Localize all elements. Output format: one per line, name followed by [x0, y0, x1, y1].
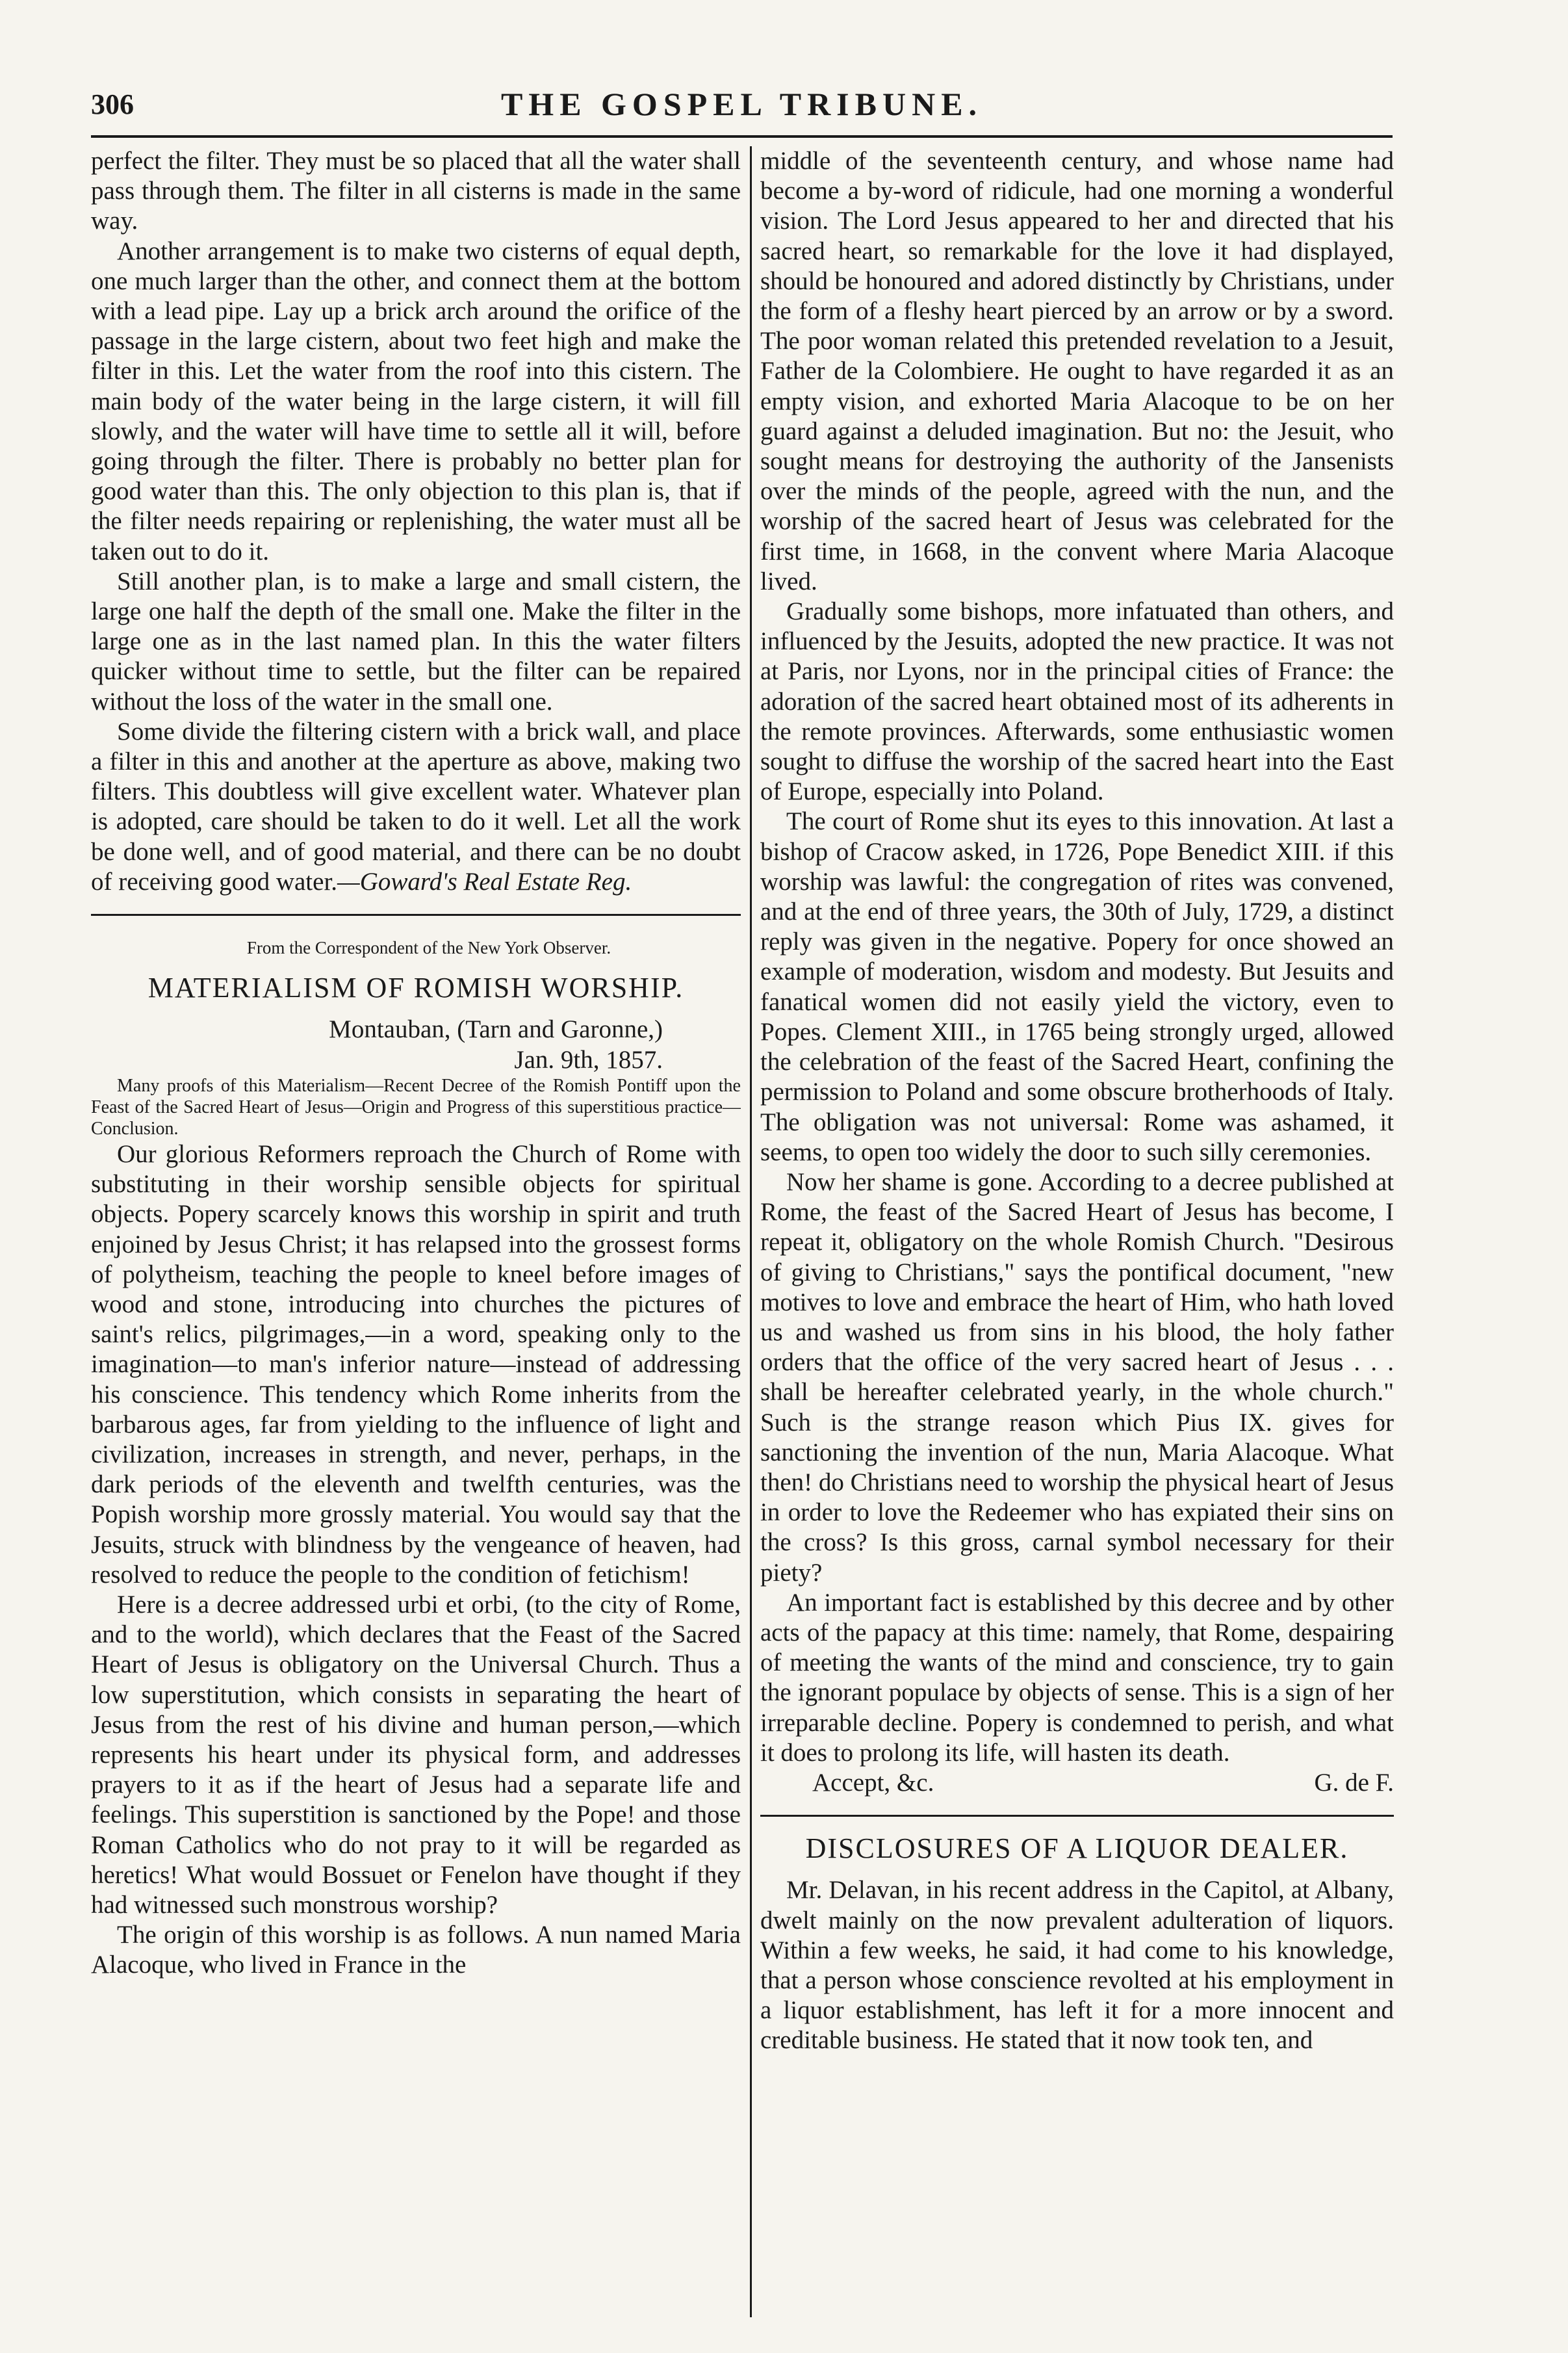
running-title: THE GOSPEL TRIBUNE.	[500, 86, 983, 122]
dateline-date: Jan. 9th, 1857.	[514, 1045, 663, 1074]
signoff-closing: Accept, &c.	[812, 1768, 934, 1797]
article-title: DISCLOSURES OF A LIQUOR DEALER.	[805, 1832, 1349, 1865]
paragraph: perfect the filter. They must be so placed that all the water shall pass through them. The filter in all cisterns is made in the same way.	[91, 147, 741, 235]
left-column	[91, 146, 741, 2317]
paragraph: The court of Rome shut its eyes to this innovation. At last a bishop of Cracow asked, in 1726, Pope Benedict XIII. if this worship was lawful: the congregation of rites was convened, and at the end of three years, the 30th of July, 1729, a distinct reply was given in the negative. Popery for once showed an example of moderation, wisdom and modesty. But Jesuits and fanatical women did not easily yield the victory, even to Popes. Clement XIII., in 1765 being strongly urged, allowed the celebration of the feast of the Sacred Heart, confining the permission to Poland and some obscure brotherhoods of Italy. The obligation was not universal: Rome was ashamed, it seems, to open too widely the door to such silly ceremonies.	[760, 807, 1394, 1166]
paragraph: Gradually some bishops, more infatuated than others, and influenced by the Jesuits, adopted the new practice. It was not at Paris, nor Lyons, nor in the principal cities of France: the adoration of the sacred heart obtained most of its adherents in the remote provinces. Afterwards, some enthusiastic women sought to diffuse the worship of the sacred heart into the East of Europe, especially into Poland.	[760, 597, 1394, 806]
paragraph: Another arrangement is to make two cisterns of equal depth, one much larger than the other, and connect them at the bottom with a lead pipe. Lay up a brick arch around the orifice of the passage in the large cistern, about two feet high and make the filter in this. Let the water from the roof into this cistern. The main body of the water being in the large cistern, it will fill slowly, and the water will have time to settle all it will, before going through the filter. There is probably no better plan for good water than this. The only objection to this plan is, that if the filter needs repairing or replenishing, the water must all be taken out to do it.	[91, 237, 741, 566]
source-note: From the Correspondent of the New York Observer.	[246, 938, 611, 958]
page-header	[91, 78, 1393, 130]
paragraph: Mr. Delavan, in his recent address in the Capitol, at Albany, dwelt mainly on the now prevalent adulteration of liquors. Within a few weeks, he said, it had come to his knowledge, that a person whose conscience revolted at his employment in a liquor establishment, has left it for a more innocent and creditable business. He stated that it now took ten, and	[760, 1876, 1394, 2055]
section-divider	[760, 1815, 1394, 1817]
dateline-place: Montauban, (Tarn and Garonne,)	[329, 1015, 663, 1044]
column-divider	[750, 146, 752, 2317]
paragraph: The origin of this worship is as follows. A nun named Maria Alacoque, who lived in France in the	[91, 1921, 741, 1979]
header-rule	[91, 135, 1393, 138]
paragraph: Our glorious Reformers reproach the Church of Rome with substituting in their worship sensible objects for spiritual objects. Popery scarcely knows this worship in spirit and truth enjoined by Jesus Christ; it has relapsed into the grossest forms of polytheism, teaching the people to kneel before images of wood and stone, introducing into churches the pictures of saint's relics, pilgrimages,—in a word, speaking only to the imagination—to man's inferior nature—instead of addressing his conscience. This tendency which Rome inherits from the barbarous ages, far from yielding to the influence of light and civilization, increases in strength, and never, perhaps, in the dark periods of the eleventh and twelfth centuries, was the Popish worship more grossly material. You would say that the Jesuits, struck with blindness by the vengeance of heaven, had resolved to reduce the people to the condition of fetichism!	[91, 1139, 741, 1589]
page-number: 306	[91, 88, 134, 120]
paragraph: An important fact is established by this decree and by other acts of the papacy at this time: namely, that Rome, despairing of meeting the wants of the mind and conscience, try to gain the ignorant populace by objects of sense. This is a sign of her irreparable decline. Popery is condemned to perish, and what it does to prolong its life, will hasten its death.	[760, 1588, 1394, 1767]
paragraph: Here is a decree addressed urbi et orbi, (to the city of Rome, and to the world), which declares that the Feast of the Sacred Heart of Jesus is obligatory on the Universal Church. Thus a low superstitution, which consists in separating the heart of Jesus from the rest of his divine and human person,—which represents his heart under its physical form, and addresses prayers to it as if the heart of Jesus had a separate life and feelings. This superstition is sanctioned by the Pope! and those Roman Catholics who do not pray to it will be regarded as heretics! What would Bossuet or Fenelon have thought if they had witnessed such monstrous worship?	[91, 1590, 741, 1919]
paragraph: Still another plan, is to make a large and small cistern, the large one half the depth of the small one. Make the filter in the large one as in the last named plan. In this the water filters quicker without time to settle, but the filter can be repaired without the loss of the water in the small one.	[91, 567, 741, 716]
signoff-signature: G. de F.	[1314, 1768, 1394, 1797]
section-divider	[91, 914, 741, 916]
article-title: MATERIALISM OF ROMISH WORSHIP.	[148, 972, 684, 1004]
signoff	[760, 1768, 1394, 1798]
right-column	[760, 146, 1394, 2317]
paragraph	[91, 717, 741, 897]
credit-line: —Goward's Real Estate Reg.	[337, 867, 632, 896]
paragraph-text: Some divide the filtering cistern with a brick wall, and place a filter in this and another at the aperture as above, making two filters. This doubtless will give excellent water. Whatever plan is adopted, care should be taken to do it well. Let all the work be done well, and of good material, and there can be no doubt of receiving good water.	[91, 717, 741, 896]
article-summary: Many proofs of this Materialism—Recent Decree of the Romish Pontiff upon the Feast of the Sacred Heart of Jesus—Origin and Progress of this superstitious practice—Conclusion.	[91, 1075, 741, 1139]
paragraph: middle of the seventeenth century, and whose name had become a by-word of ridicule, had one morning a wonderful vision. The Lord Jesus appeared to her and directed that his sacred heart, so remarkable for the love it had displayed, should be honoured and adored distinctly by Christians, under the form of a fleshy heart pierced by an arrow or by a sword. The poor woman related this pretended revelation to a Jesuit, Father de la Colombiere. He ought to have regarded it as an empty vision, and exhorted Maria Alacoque to be on her guard against a deluded imagination. But no: the Jesuit, who sought means for destroying the authority of the Jansenists over the minds of the people, agreed with the nun, and the worship of the sacred heart of Jesus was celebrated for the first time, in 1668, in the convent where Maria Alacoque lived.	[760, 147, 1394, 595]
paragraph: Now her shame is gone. According to a decree published at Rome, the feast of the Sacred Heart of Jesus has become, I repeat it, obligatory on the whole Romish Church. "Desirous of giving to Christians," says the pontifical document, "new motives to love and embrace the heart of Him, who hath loved us and washed us from sins in his blood, the holy father orders that the office of the very sacred heart of Jesus . . . shall be hereafter celebrated yearly, in the whole church." Such is the strange reason which Pius IX. gives for sanctioning the invention of the nun, Maria Alacoque. What then! do Christians need to worship the physical heart of Jesus in order to love the Redeemer who has expiated their sins on the cross? Is this gross, carnal symbol necessary for their piety?	[760, 1167, 1394, 1587]
